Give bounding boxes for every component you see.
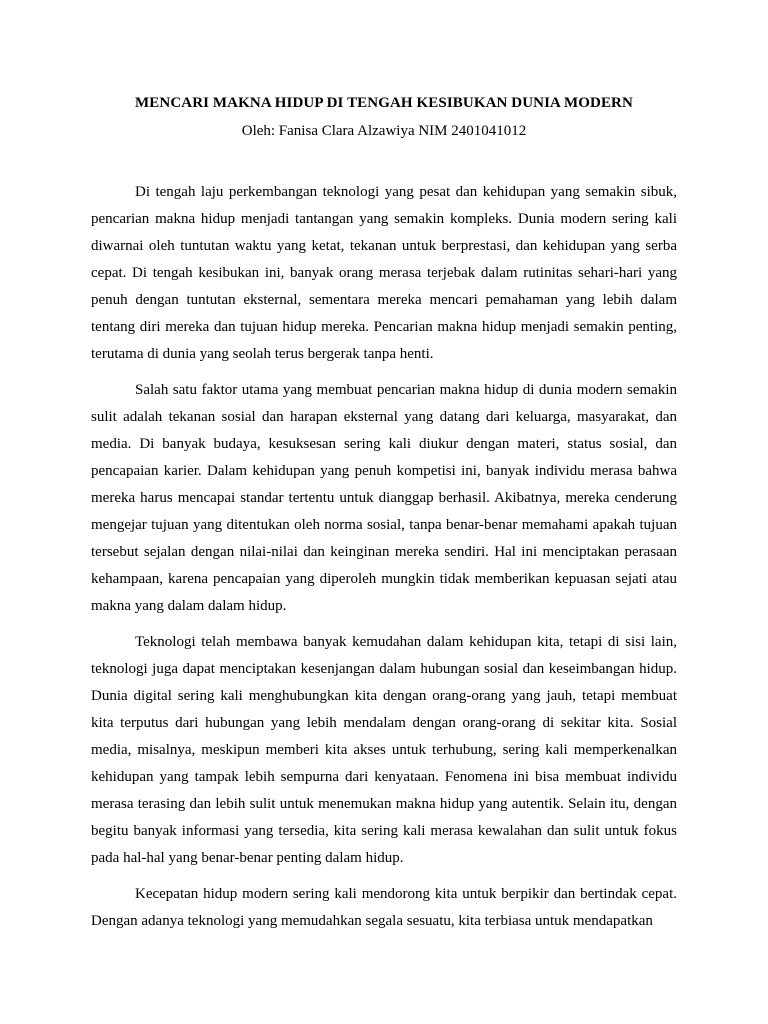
paragraph-3: Teknologi telah membawa banyak kemudahan dalam kehidupan kita, tetapi di sisi lain, teknologi juga dapat menciptakan kesenjangan dalam hubungan sosial dan keseimbangan hidup. Dunia digital sering kali menghubungkan kita dengan orang-orang yang jauh, tetapi membuat kita terputus dari hubungan yang lebih mendalam dengan orang-orang di sekitar kita. Sosial media, misalnya, meskipun memberi kita akses untuk terhubung, sering kali memperkenalkan kehidupan yang tampak lebih sempurna dari kenyataan. Fenomena ini bisa membuat individu merasa terasing dan lebih sulit untuk menemukan makna hidup yang autentik. Selain itu, dengan begitu banyak informasi yang tersedia, kita sering kali merasa kewalahan dan sulit untuk fokus pada hal-hal yang benar-benar penting dalam hidup. [91,634,677,866]
paragraph-2: Salah satu faktor utama yang membuat pencarian makna hidup di dunia modern semakin sulit adalah tekanan sosial dan harapan eksternal yang datang dari keluarga, masyarakat, dan media. Di banyak budaya, kesuksesan sering kali diukur dengan materi, status sosial, dan pencapaian karier. Dalam kehidupan yang penuh kompetisi ini, banyak individu merasa bahwa mereka harus mencapai standar tertentu untuk dianggap berhasil. Akibatnya, mereka cenderung mengejar tujuan yang ditentukan oleh norma sosial, tanpa benar-benar memahami apakah tujuan tersebut sejalan dengan nilai-nilai dan keinginan mereka sendiri. Hal ini menciptakan perasaan kehampaan, karena pencapaian yang diperoleh mungkin tidak memberikan kepuasan sejati atau makna yang dalam dalam hidup. [91,382,677,614]
author-line: Oleh: Fanisa Clara Alzawiya NIM 2401041012 [241,123,527,139]
paragraph-1: Di tengah laju perkembangan teknologi yang pesat dan kehidupan yang semakin sibuk, pencarian makna hidup menjadi tantangan yang semakin kompleks. Dunia modern sering kali diwarnai oleh tuntutan waktu yang ketat, tekanan untuk berprestasi, dan kehidupan yang serba cepat. Di tengah kesibukan ini, banyak orang merasa terjebak dalam rutinitas sehari-hari yang penuh dengan tuntutan eksternal, sementara mereka mencari pemahaman yang lebih dalam tentang diri mereka dan tujuan hidup mereka. Pencarian makna hidup menjadi semakin penting, terutama di dunia yang seolah terus bergerak tanpa henti. [91,184,677,362]
paragraph-4: Kecepatan hidup modern sering kali mendorong kita untuk berpikir dan bertindak cepat. Dengan adanya teknologi yang memudahkan segala sesuatu, kita terbiasa untuk mendapatkan [91,886,677,929]
document-body [91,179,677,944]
document-title: MENCARI MAKNA HIDUP DI TENGAH KESIBUKAN DUNIA MODERN [135,95,633,111]
